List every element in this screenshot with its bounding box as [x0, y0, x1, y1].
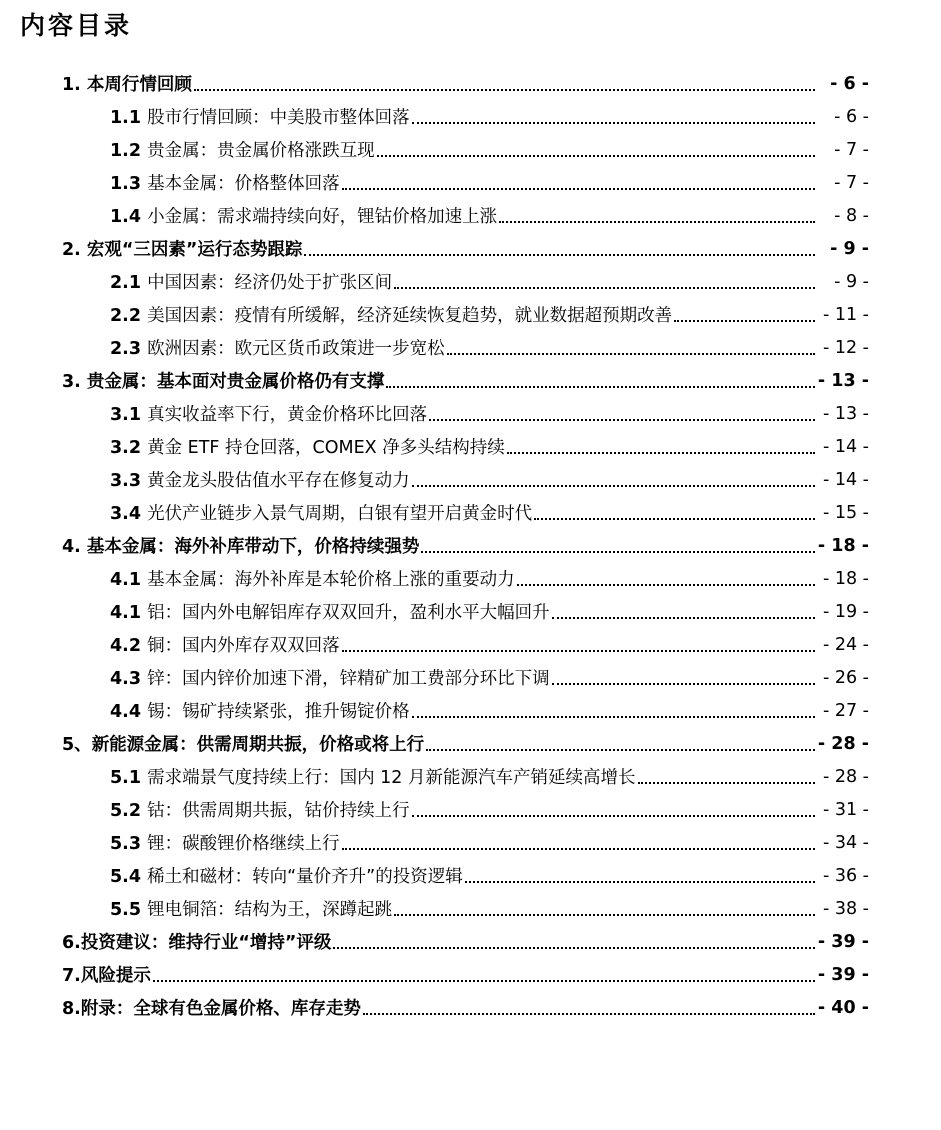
toc-subsection-label [110, 698, 410, 723]
toc-subsection-label [110, 467, 410, 492]
toc-subsection-number: 1.4 [110, 207, 148, 227]
toc-section-title: 新能源金属：供需周期共振，价格或将上行 [91, 735, 425, 755]
toc-subsection-label [110, 434, 505, 459]
toc-subsection-title: 基本金属：价格整体回落 [147, 174, 340, 194]
toc-subsection-title: 黄金 ETF 持仓回落，COMEX 净多头结构持续 [147, 438, 505, 458]
toc-page-number: - 7 - [834, 172, 869, 193]
toc-page-number: - 18 - [817, 535, 869, 556]
toc-subsection-title: 基本金属：海外补库是本轮价格上涨的重要动力 [147, 570, 515, 590]
toc-section-entry[interactable] [0, 727, 941, 760]
toc-subsection-number: 5.1 [110, 768, 148, 788]
toc-subsection-entry[interactable] [0, 562, 941, 595]
toc-subsection-label [110, 302, 672, 327]
toc-page-number: - 13 - [817, 370, 869, 391]
toc-subsection-entry[interactable] [0, 463, 941, 496]
toc-page-number: - 9 - [830, 238, 869, 259]
dot-leader [674, 303, 815, 323]
toc-page-number: - 19 - [822, 601, 869, 622]
toc-subsection-entry[interactable] [0, 661, 941, 694]
toc-subsection-number: 5.5 [110, 900, 148, 920]
toc-section-title: 基本金属：海外补库带动下，价格持续强势 [86, 537, 420, 557]
dot-leader [447, 336, 815, 356]
toc-page-number: - 40 - [817, 997, 869, 1018]
toc-subsection-number: 4.2 [110, 636, 148, 656]
toc-subsection-entry[interactable] [0, 496, 941, 529]
toc-section-title: 本周行情回顾 [86, 75, 192, 95]
dot-leader [363, 996, 815, 1016]
dot-leader [304, 237, 815, 257]
toc-page-number: - 28 - [822, 766, 869, 787]
toc-section-number: 6. [62, 933, 81, 953]
table-of-contents [0, 67, 941, 1024]
dot-leader [552, 666, 815, 686]
toc-page-number: - 24 - [822, 634, 869, 655]
toc-page-number: - 28 - [817, 733, 869, 754]
toc-subsection-label [110, 632, 340, 657]
toc-section-number: 5、 [62, 735, 92, 755]
toc-section-number: 1. [62, 75, 87, 95]
toc-subsection-number: 4.1 [110, 603, 148, 623]
toc-page-number: - 27 - [822, 700, 869, 721]
toc-section-entry[interactable] [0, 529, 941, 562]
dot-leader [465, 864, 815, 884]
toc-subsection-label [110, 137, 375, 162]
toc-subsection-number: 4.1 [110, 570, 148, 590]
toc-subsection-label [110, 401, 427, 426]
toc-section-label [62, 731, 424, 756]
toc-section-label [62, 533, 419, 558]
toc-subsection-label [110, 830, 340, 855]
toc-page-number: - 7 - [834, 139, 869, 160]
toc-section-label [62, 929, 331, 954]
toc-subsection-entry[interactable] [0, 760, 941, 793]
toc-section-number: 3. [62, 372, 87, 392]
toc-subsection-title: 股市行情回顾：中美股市整体回落 [147, 108, 410, 128]
toc-section-label [62, 71, 192, 96]
toc-page-number: - 12 - [822, 337, 869, 358]
toc-subsection-number: 3.1 [110, 405, 148, 425]
toc-subsection-number: 2.3 [110, 339, 148, 359]
toc-subsection-label [110, 170, 340, 195]
toc-subsection-number: 3.4 [110, 504, 148, 524]
toc-subsection-number: 5.2 [110, 801, 148, 821]
dot-leader [412, 105, 815, 125]
dot-leader [421, 534, 815, 554]
toc-section-entry[interactable] [0, 232, 941, 265]
toc-page-number: - 11 - [822, 304, 869, 325]
toc-subsection-number: 1.3 [110, 174, 148, 194]
toc-section-entry[interactable] [0, 925, 941, 958]
toc-subsection-number: 5.3 [110, 834, 148, 854]
toc-section-label [62, 962, 151, 987]
toc-page-number: - 36 - [822, 865, 869, 886]
toc-subsection-entry[interactable] [0, 628, 941, 661]
toc-section-label [62, 995, 361, 1020]
toc-page-number: - 6 - [834, 106, 869, 127]
toc-subsection-entry[interactable] [0, 397, 941, 430]
toc-section-number: 4. [62, 537, 87, 557]
toc-page-number: - 15 - [822, 502, 869, 523]
toc-subsection-entry[interactable] [0, 100, 941, 133]
toc-subsection-label [110, 797, 410, 822]
toc-subsection-entry[interactable] [0, 331, 941, 364]
dot-leader [153, 963, 815, 983]
toc-subsection-title: 锌：国内锌价加速下滑，锌精矿加工费部分环比下调 [147, 669, 550, 689]
dot-leader [552, 600, 815, 620]
toc-subsection-entry[interactable] [0, 859, 941, 892]
toc-page-number: - 26 - [822, 667, 869, 688]
toc-page-number: - 6 - [830, 73, 869, 94]
toc-subsection-title: 小金属：需求端持续向好，锂钴价格加速上涨 [147, 207, 498, 227]
toc-page-number: - 38 - [822, 898, 869, 919]
toc-section-entry[interactable] [0, 958, 941, 991]
dot-leader [412, 468, 815, 488]
toc-subsection-entry[interactable] [0, 793, 941, 826]
toc-subsection-label [110, 599, 550, 624]
toc-subsection-number: 2.1 [110, 273, 148, 293]
toc-subsection-label [110, 665, 550, 690]
toc-subsection-title: 贵金属：贵金属价格涨跌互现 [147, 141, 375, 161]
toc-subsection-entry[interactable] [0, 826, 941, 859]
dot-leader [412, 798, 815, 818]
toc-section-title: 贵金属：基本面对贵金属价格仍有支撑 [86, 372, 385, 392]
toc-page-number: - 13 - [822, 403, 869, 424]
toc-subsection-entry[interactable] [0, 430, 941, 463]
toc-subsection-title: 钴：供需周期共振，钴价持续上行 [147, 801, 410, 821]
dot-leader [342, 831, 815, 851]
toc-page-number: - 18 - [822, 568, 869, 589]
dot-leader [342, 633, 815, 653]
dot-leader [394, 270, 815, 290]
toc-subsection-label [110, 863, 463, 888]
toc-subsection-label [110, 269, 392, 294]
toc-subsection-title: 美国因素：疫情有所缓解，经济延续恢复趋势，就业数据超预期改善 [147, 306, 673, 326]
dot-leader [386, 369, 815, 389]
toc-section-label [62, 236, 302, 261]
toc-section-title: 附录：全球有色金属价格、库存走势 [80, 999, 361, 1019]
toc-subsection-label [110, 335, 445, 360]
toc-section-entry[interactable] [0, 67, 941, 100]
toc-subsection-title: 黄金龙头股估值水平存在修复动力 [147, 471, 410, 491]
toc-subsection-label [110, 500, 532, 525]
toc-section-number: 2. [62, 240, 87, 260]
dot-leader [377, 138, 815, 158]
toc-subsection-title: 需求端景气度持续上行：国内 12 月新能源汽车产销延续高增长 [147, 768, 636, 788]
toc-section-title: 投资建议：维持行业“增持”评级 [80, 933, 332, 953]
toc-section-number: 8. [62, 999, 81, 1019]
dot-leader [426, 732, 815, 752]
dot-leader [638, 765, 816, 785]
dot-leader [499, 204, 815, 224]
dot-leader [333, 930, 815, 950]
toc-subsection-title: 中国因素：经济仍处于扩张区间 [147, 273, 393, 293]
toc-subsection-title: 铜：国内外库存双双回落 [147, 636, 340, 656]
toc-subsection-label [110, 896, 392, 921]
toc-page-number: - 14 - [822, 436, 869, 457]
toc-section-entry[interactable] [0, 991, 941, 1024]
toc-subsection-title: 光伏产业链步入景气周期，白银有望开启黄金时代 [147, 504, 533, 524]
toc-page-number: - 31 - [822, 799, 869, 820]
toc-subsection-title: 锂：碳酸锂价格继续上行 [147, 834, 340, 854]
toc-section-entry[interactable] [0, 364, 941, 397]
toc-section-number: 7. [62, 966, 81, 986]
toc-subsection-label [110, 566, 515, 591]
toc-page-number: - 9 - [834, 271, 869, 292]
toc-subsection-number: 4.4 [110, 702, 148, 722]
toc-subsection-number: 3.3 [110, 471, 148, 491]
toc-subsection-label [110, 764, 636, 789]
toc-subsection-number: 4.3 [110, 669, 148, 689]
toc-subsection-title: 欧洲因素：欧元区货币政策进一步宽松 [147, 339, 445, 359]
toc-subsection-title: 真实收益率下行，黄金价格环比回落 [147, 405, 428, 425]
dot-leader [429, 402, 815, 422]
dot-leader [412, 699, 815, 719]
toc-subsection-entry[interactable] [0, 298, 941, 331]
toc-subsection-entry[interactable] [0, 694, 941, 727]
toc-section-title: 风险提示 [80, 966, 151, 986]
toc-subsection-number: 1.1 [110, 108, 148, 128]
toc-page-number: - 34 - [822, 832, 869, 853]
toc-subsection-label [110, 203, 497, 228]
dot-leader [507, 435, 815, 455]
toc-subsection-entry[interactable] [0, 133, 941, 166]
toc-subsection-label [110, 104, 410, 129]
toc-subsection-entry[interactable] [0, 595, 941, 628]
toc-page-number: - 8 - [834, 205, 869, 226]
dot-leader [517, 567, 815, 587]
toc-subsection-number: 1.2 [110, 141, 148, 161]
toc-subsection-number: 2.2 [110, 306, 148, 326]
toc-page-number: - 14 - [822, 469, 869, 490]
toc-subsection-title: 稀土和磁材：转向“量价齐升”的投资逻辑 [147, 867, 463, 887]
toc-subsection-entry[interactable] [0, 892, 941, 925]
toc-subsection-title: 锂电铜箔：结构为王，深蹲起跳 [147, 900, 393, 920]
toc-title: 内容目录 [20, 11, 133, 40]
toc-subsection-number: 5.4 [110, 867, 148, 887]
toc-page-number: - 39 - [817, 931, 869, 952]
toc-subsection-entry[interactable] [0, 199, 941, 232]
dot-leader [194, 72, 815, 92]
toc-subsection-title: 锡：锡矿持续紧张，推升锡锭价格 [147, 702, 410, 722]
toc-page-number: - 39 - [817, 964, 869, 985]
toc-subsection-entry[interactable] [0, 166, 941, 199]
toc-subsection-title: 铝：国内外电解铝库存双双回升，盈利水平大幅回升 [147, 603, 550, 623]
toc-section-title: 宏观“三因素”运行态势跟踪 [86, 240, 303, 260]
toc-subsection-number: 3.2 [110, 438, 148, 458]
dot-leader [534, 501, 815, 521]
dot-leader [342, 171, 815, 191]
toc-subsection-entry[interactable] [0, 265, 941, 298]
toc-section-label [62, 368, 384, 393]
dot-leader [394, 897, 815, 917]
